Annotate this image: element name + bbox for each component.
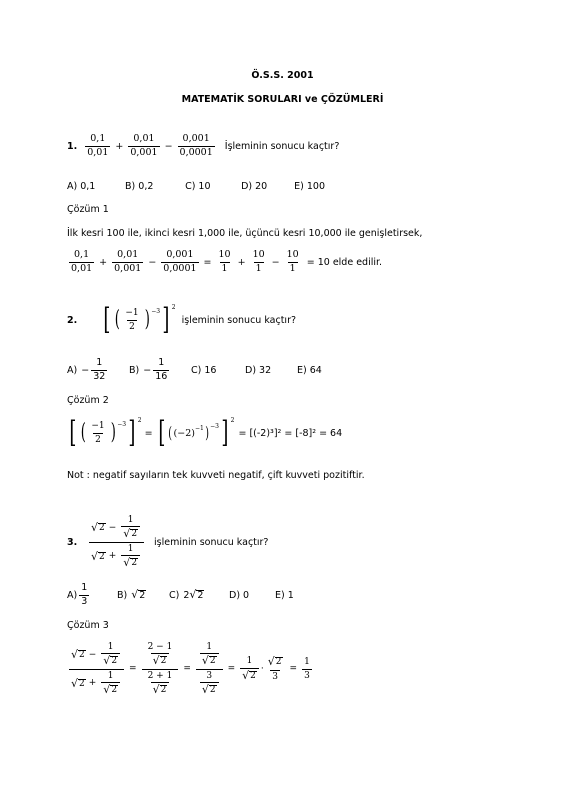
choice-b: B) − $\frac{1}{16}$ — [129, 357, 168, 382]
solution-2-equation: [ ( $\frac{-1}{2}$ ) −3 ] 2 = [ ( (−2) −1 ) −3 ] 2 = [(-2)³]² = [-8]² = 64 — [69, 415, 343, 450]
answer-choices — [67, 358, 322, 383]
solution-3-equation: √ 2 − 1 √ 2 √ 2 + 1 √ 2 = 2 − 1 √ 2 2 + 1 √ 2 = 1 √ 2 3 √ 2 = 1 √ 2 · √ 2 3 = $\frac{1}{3}$ — [71, 642, 310, 697]
choice-d: D) 20 — [241, 181, 268, 192]
choice-b: B) √ 2 — [117, 588, 146, 602]
answer-choices — [67, 583, 294, 608]
solution-3-title: Çözüm 3 — [67, 620, 109, 631]
choice-d: D) 32 — [245, 364, 272, 376]
question-1: 1. $\frac{0,1}{0,01}$ + $\frac{0,01}{0,001}$ − $\frac{0,001}{0,0001}$ İşleminin sonucu kaçtır? — [67, 133, 340, 158]
choice-a: A) − $\frac{1}{32}$ — [67, 357, 106, 382]
fraction: $\frac{0,1}{0,01}$ — [87, 133, 109, 158]
question-number: 1. — [67, 140, 78, 152]
solution-1-equation: $\frac{0,1}{0,01}$ + $\frac{0,01}{0,001}$ − $\frac{0,001}{0,0001}$ = $\frac{10}{1}$ + $\frac{10}{1}$ − $\frac{10}{1}$ = 10 elde edilir. — [71, 249, 383, 274]
question-text: İşleminin sonucu kaçtır? — [224, 140, 340, 152]
choice-a: A) $\frac{1}{3}$ — [67, 582, 88, 607]
fraction: $\frac{0,01}{0,001}$ — [130, 133, 158, 158]
document-subtitle: MATEMATİK SORULARI ve ÇÖZÜMLERİ — [181, 94, 384, 105]
document-title: Ö.S.S. 2001 — [251, 70, 314, 81]
solution-1-result: = 10 elde edilir. — [306, 256, 383, 268]
choice-a: A) 0,1 — [67, 181, 96, 192]
choice-e: E) 1 — [275, 589, 294, 601]
choice-e: E) 64 — [297, 364, 322, 376]
fraction: $\frac{0,001}{0,0001}$ — [179, 133, 213, 158]
choice-c: C) 2 √ 2 — [169, 588, 204, 602]
choice-c: C) 10 — [185, 181, 211, 192]
q3-expression: √ 2 − 1 √ 2 √ 2 + 1 √ 2 — [89, 515, 144, 569]
solution-1-title: Çözüm 1 — [67, 204, 109, 215]
solution-2-title: Çözüm 2 — [67, 395, 109, 406]
choice-d: D) 0 — [229, 589, 250, 601]
question-text: işleminin sonucu kaçtır? — [181, 314, 297, 326]
q2-expression: [ ( $\frac{-1}{2}$ ) −3 ] 2 — [103, 302, 176, 337]
solution-2-note: Not : negatif sayıların tek kuvveti negatif, çift kuvveti pozitiftir. — [67, 470, 365, 481]
question-2 — [67, 302, 297, 337]
answer-choices — [67, 181, 325, 192]
question-3 — [67, 515, 268, 569]
choice-b: B) 0,2 — [125, 181, 154, 192]
choice-c: C) 16 — [191, 364, 217, 376]
solution-1-text: İlk kesri 100 ile, ikinci kesri 1,000 ile, üçüncü kesri 10,000 ile genişletirsek, — [67, 228, 423, 239]
choice-e: E) 100 — [294, 181, 325, 192]
question-number: 3. — [67, 536, 78, 548]
question-text: işleminin sonucu kaçtır? — [154, 536, 269, 548]
question-number: 2. — [67, 314, 78, 326]
